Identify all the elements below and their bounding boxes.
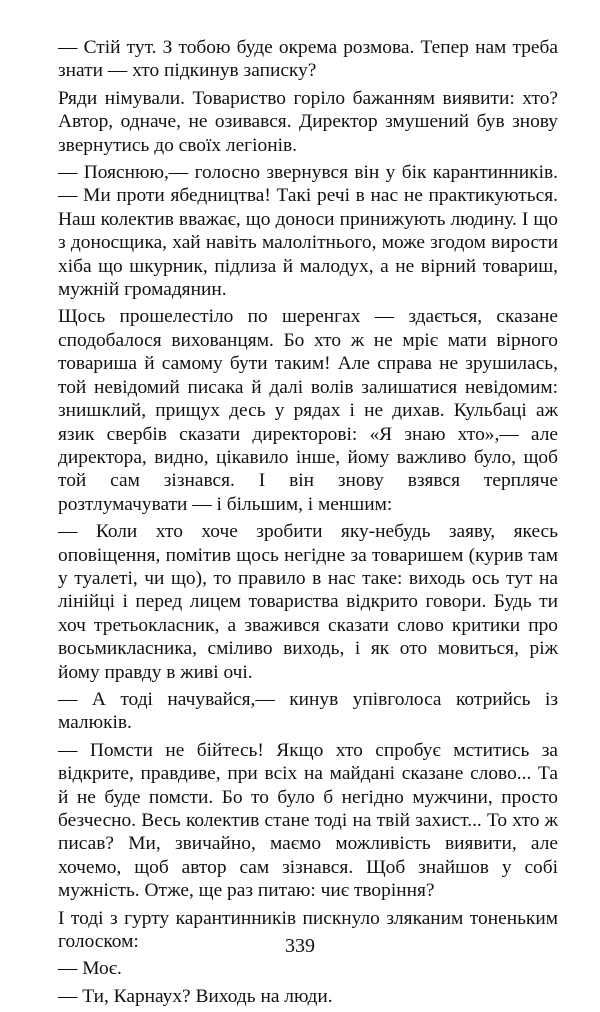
paragraph: — Коли хто хоче зробити яку-небудь заяву, якесь оповіщення, помітив щось негідне за товаришем (курив там у туалеті, чи що), то правило в нас таке: виходь ось тут на лінійці і перед лицем товариства відкрито говори. Будь ти хоч третьокласник, а зважився сказати слово критики про восьмикласника, сміливо виходь, і як ото мовиться, ріж йому правду в живі очі. [58,521,558,683]
paragraph: Ряди німували. Товариство горіло бажанням виявити: хто? Автор, одначе, не озивався. Директор змушений був знову звернутись до своїх легіонів. [58,87,558,156]
paragraph: І тоді з гурту карантинників пискнуло зляканим тоненьким голоском: [58,907,558,953]
paragraph: Щось прошелестіло по шеренгах — здається, сказане сподобалося вихованцям. Бо хто ж не мріє мати вірного товариша й самому бути таким! Але справа не зрушилась, той невідомий писака й далі волів залишатися невідомим: знишклий, прищух десь у рядах і не дихав. Кульбаці аж язик свербів сказати директорові: «Я знаю хто»,— але директора, видно, цікавило інше, йому важливо було, щоб той сам зізнався. І він знову взявся терпляче розтлумачувати — і більшим, і меншим: [58,306,558,515]
paragraph: — Пояснюю,— голосно звернувся він у бік карантинників.— Ми проти ябедництва! Такі речі в нас не практикуються. Наш колектив вважає, що доноси принижують людину. І що з доноcщика, хай навіть малолітнього, може згодом вирости хіба що шкурник, підлиза й малодух, а не вірний товариш, мужній громадянин. [58,162,558,301]
paragraph: — Помсти не бійтесь! Якщо хто спробує мститись за відкрите, правдиве, при всіх на майдані сказане слово... Та й не буде помсти. Бо то було б негідно мужчини, просто безчесно. Весь колектив стане тоді на твій захист... То хто ж писав? Ми, звичайно, маємо можливість виявити, але хочемо, щоб автор сам зізнався. Щоб знайшов у собі мужність. Отже, ще раз питаю: чиє творіння? [58,739,558,902]
paragraph: — Стій тут. З тобою буде окрема розмова. Тепер нам треба знати — хто підкинув записку? [58,37,558,82]
paragraph: — Ти, Карнаух? Виходь на люди. [58,985,333,1007]
page-number: 339 [285,935,315,957]
page-body [58,36,558,1012]
paragraph: — Моє. [58,958,122,980]
paragraph: — А тоді начувайся,— кинув упівголоса котрийсь із малюків. [58,688,558,734]
